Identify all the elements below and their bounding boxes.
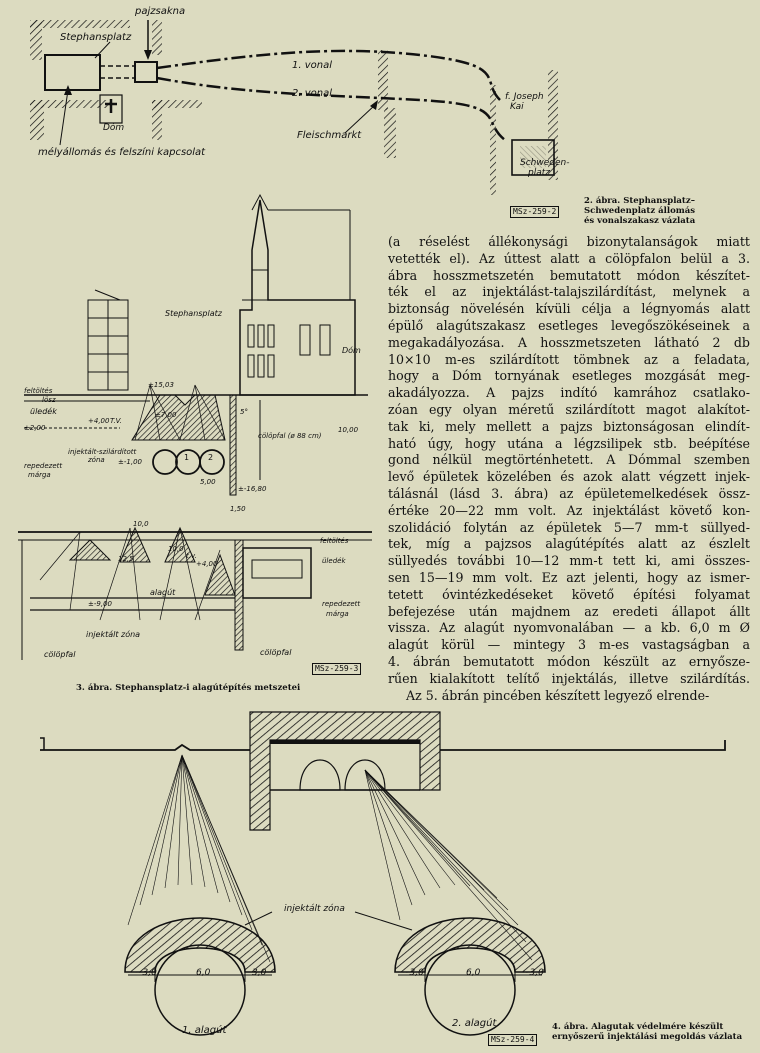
tunnel-2-number: 2 xyxy=(208,453,214,462)
losz-label: lösz xyxy=(42,396,56,404)
figure-3-tag: MSz-259-3 xyxy=(312,663,361,675)
text-line: rűen kialakított telítő injektálás, illetve szilárdítás. xyxy=(388,670,750,686)
section-injected-zone: injektált zóna xyxy=(86,630,141,639)
text-line: hogy a Dóm tornyának esetleges mozgását meg- xyxy=(388,368,750,384)
franz-joseph-label: f. Joseph xyxy=(505,92,544,102)
figure-4-caption-2: ernyőszerű injektálási megoldás vázlata xyxy=(552,1032,743,1042)
pile-wall-label: cölöpfal (ø 88 cm) xyxy=(258,432,322,440)
dom-label: Dóm xyxy=(342,346,361,355)
injected-zone-label: injektált zóna xyxy=(284,904,345,914)
schwedenplatz-label-1: Schweden- xyxy=(520,158,570,168)
text-line: megakadályozása. A hosszmetszeten látható 2 db xyxy=(388,334,750,350)
text-line: értéke 20—22 mm volt. Az injektálást követő kon- xyxy=(388,502,750,518)
text-line: ték el az injektálást-talajszilárdítást, melynek a xyxy=(388,284,750,300)
text-line: zóan egy olyan méretű szilárdított magot alakítot- xyxy=(388,401,750,417)
repedezett-label: repedezett xyxy=(24,462,63,470)
figure-4-tag: MSz-259-4 xyxy=(488,1034,537,1046)
dimension-center-2: 6,0 xyxy=(466,968,481,978)
figure-4-caption-1: 4. ábra. Alagutak védelmére készült xyxy=(552,1022,724,1032)
dimension-1-5: 1,50 xyxy=(230,505,246,513)
injected-zone-label-1: injektált-szilárdított xyxy=(68,448,137,456)
feltoltes-label: feltöltés xyxy=(24,387,53,395)
dimension-right-1: 3,0 xyxy=(252,968,267,978)
text-line: tak ki, mely mellett a pajzs biztonságosan elindít- xyxy=(388,418,750,434)
fleischmarkt-label: Fleischmarkt xyxy=(297,130,362,141)
tunnel-2-label: 2. alagút xyxy=(452,1018,497,1029)
angle-label: 5° xyxy=(240,408,248,416)
dimension-center-1: 6,0 xyxy=(196,968,211,978)
text-line: (a réselést állékonysági bizonytalanságok miatt xyxy=(388,234,750,249)
injected-zone-label-2: zóna xyxy=(88,456,105,464)
connection-label: mélyállomás és felszíni kapcsolat xyxy=(38,147,206,158)
section-uledek: üledék xyxy=(322,557,346,565)
section-alagut: alagút xyxy=(150,588,176,597)
elevation-4: ±2,00 xyxy=(24,424,46,432)
text-line: épülő alagútszakasz esetleges levegőszökéseinek a xyxy=(388,317,750,333)
schwedenplatz-label-2: platz xyxy=(528,168,550,178)
text-line: Az 5. ábrán pincében készített legyező elrende- xyxy=(406,687,710,703)
kai-label: Kai xyxy=(510,102,524,112)
figure-2-caption-1: 2. ábra. Stephansplatz– xyxy=(584,196,695,206)
elevation-1: ±15,03 xyxy=(148,381,174,389)
section-feltoltes: feltöltés xyxy=(320,537,349,545)
text-line: alagút körül — mintegy 3 m-es vastagságban a xyxy=(388,637,750,653)
elevation-5: ±-1,00 xyxy=(118,458,142,466)
section-repedezett: repedezett xyxy=(322,600,361,608)
text-line: tálásnál (lásd 3. ábra) az épületemelkedések össz- xyxy=(388,485,750,501)
figure-2-caption-3: és vonalszakasz vázlata xyxy=(584,216,696,226)
marga-label: márga xyxy=(28,471,51,479)
dimension-10: 10,00 xyxy=(338,426,359,434)
elevation-3: ±7,00 xyxy=(155,411,177,419)
text-line: vissza. Az alagút nyomvonalában — a kb. 6,0 m Ø xyxy=(388,620,750,636)
figure-2-caption-2: Schwedenplatz állomás xyxy=(584,206,696,216)
text-line: sen 15—19 mm volt. Ez azt jelenti, hogy az ismer- xyxy=(388,569,750,585)
stephansplatz-label: Stephansplatz xyxy=(165,309,222,318)
elevation-6: ±-16,80 xyxy=(238,485,267,493)
dom-label: Dóm xyxy=(103,123,125,133)
text-line: gond nélkül megtörténhetett. A Dómmal szemben xyxy=(388,452,750,468)
figure-3-caption: 3. ábra. Stephansplatz-i alagútépítés metszetei xyxy=(76,683,301,693)
elevation-2: +4,00 xyxy=(88,417,110,425)
line2-label: 2. vonal xyxy=(292,88,332,99)
text-line: szolidáció folytán az épületek 5—7 mm-t süllyed- xyxy=(388,519,750,535)
section-elevation-2: ±-9,00 xyxy=(88,600,112,608)
section-dimension-10: 10,0 xyxy=(133,520,149,528)
line1-label: 1. vonal xyxy=(292,60,332,71)
dimension-left-2: ~3,0 xyxy=(402,968,424,978)
text-line: akadályozza. A pajzs indító kamrához csatlako- xyxy=(388,385,750,401)
section-elevation: +4,00 xyxy=(196,560,218,568)
figure-2-tag: MSz-259-2 xyxy=(510,206,559,218)
section-tv: t.v. xyxy=(186,552,197,560)
text-line: 4. ábrán bemutatott módon készült az ernyősze- xyxy=(388,653,750,669)
section-dim-10: 10,0 xyxy=(168,545,184,553)
tunnel-1-number: 1 xyxy=(184,453,190,462)
text-line: befejezése után majdnem az eredeti állapot állt xyxy=(388,603,750,619)
text-line: levő épületek közelében és azok alatt végzett injek- xyxy=(388,469,750,485)
text-line: ábra hosszmetszetén bemutatott módon készítet- xyxy=(388,267,750,283)
section-pile-wall-left: cölöpfal xyxy=(44,650,76,659)
text-line: 10×10 m-es szilárdított tömbnek az a feladata, xyxy=(388,351,750,367)
text-line: biztonság növelésén kívüli célja a légnyomás alatt xyxy=(388,301,750,317)
tunnel-1-label: 1. alagút xyxy=(182,1025,227,1036)
text-line: tek, míg a pajzsos alagútépítés alatt az észlelt xyxy=(388,536,750,552)
text-line: tetett óvintézkedéseket követő építési folyamat xyxy=(388,586,750,602)
text-line: ható úgy, hogy utána a légzsilipek stb. beépítése xyxy=(388,435,750,451)
text-line: süllyedés további 10—12 mm-t tett ki, ami összes- xyxy=(388,553,750,569)
pajzsakna-label: pajzsakna xyxy=(135,6,186,17)
section-dim-12-5: 12,5 xyxy=(118,555,134,563)
text-line: vetették el). Az úttest alatt a cölöpfalon belül a 3. xyxy=(388,250,750,266)
section-pile-wall-right: cölöpfal xyxy=(260,648,292,657)
dimension-left-1: ~3,0 xyxy=(135,968,157,978)
uledek-label: üledék xyxy=(30,407,57,416)
dimension-5: 5,00 xyxy=(200,478,216,486)
stephansplatz-label: Stephansplatz xyxy=(60,32,132,43)
tv-label: T.V. xyxy=(110,417,122,425)
dimension-right-2: ~3,0 xyxy=(522,968,544,978)
section-marga: márga xyxy=(326,610,349,618)
